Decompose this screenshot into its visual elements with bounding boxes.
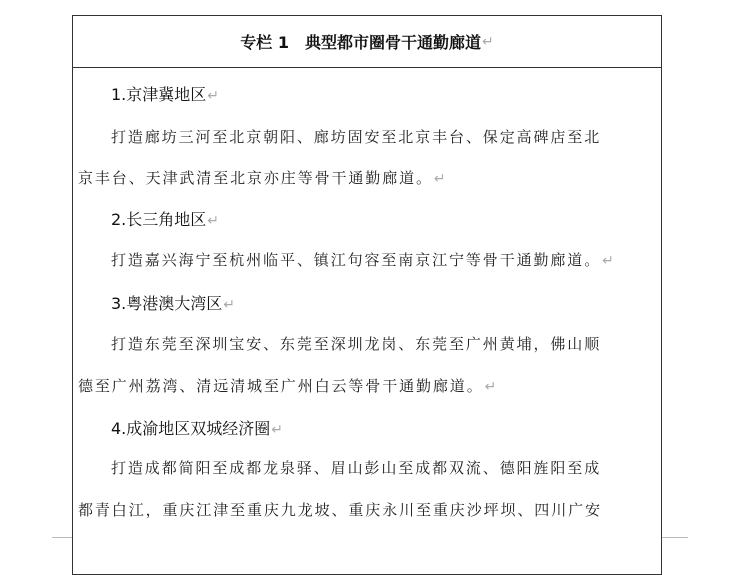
crop-mark-icon	[662, 537, 688, 557]
crop-mark-icon	[52, 537, 72, 557]
feature-box	[72, 15, 662, 575]
box-header	[73, 16, 661, 68]
paragraph-line: 德至广州荔湾、清远清城至广州白云等骨干通勤廊道。↵	[78, 377, 499, 395]
paragraph-line: 京丰台、天津武清至北京亦庄等骨干通勤廊道。↵	[78, 169, 448, 187]
section-heading: 4.成渝地区双城经济圈↵	[111, 419, 284, 438]
section-heading: 2.长三角地区↵	[111, 210, 220, 229]
paragraph-line: 打造廊坊三河至北京朝阳、廊坊固安至北京丰台、保定高碑店至北	[111, 128, 602, 146]
section-heading: 3.粤港澳大湾区↵	[111, 294, 236, 313]
paragraph-mark-icon: ↵	[207, 88, 220, 104]
paragraph-mark-icon: ↵	[223, 297, 236, 313]
paragraph-line: 打造东莞至深圳宝安、东莞至深圳龙岗、东莞至广州黄埔，佛山顺	[111, 335, 602, 353]
section-heading: 1.京津冀地区↵	[111, 85, 220, 104]
paragraph-line: 都青白江，重庆江津至重庆九龙坡、重庆永川至重庆沙坪坝、四川广安	[78, 501, 602, 519]
paragraph-line: 打造嘉兴海宁至杭州临平、镇江句容至南京江宁等骨干通勤廊道。↵	[111, 251, 616, 269]
paragraph-mark-icon: ↵	[602, 253, 616, 269]
paragraph-line: 打造成都简阳至成都龙泉驿、眉山彭山至成都双流、德阳旌阳至成	[111, 459, 602, 477]
paragraph-mark-icon: ↵	[433, 171, 448, 187]
paragraph-mark-icon: ↵	[484, 379, 499, 395]
box-title: 专栏 1 典型都市圈骨干通勤廊道	[240, 33, 481, 52]
paragraph-mark-icon: ↵	[207, 213, 220, 229]
paragraph-mark-icon: ↵	[271, 422, 284, 438]
paragraph-mark-icon: ↵	[481, 33, 494, 50]
